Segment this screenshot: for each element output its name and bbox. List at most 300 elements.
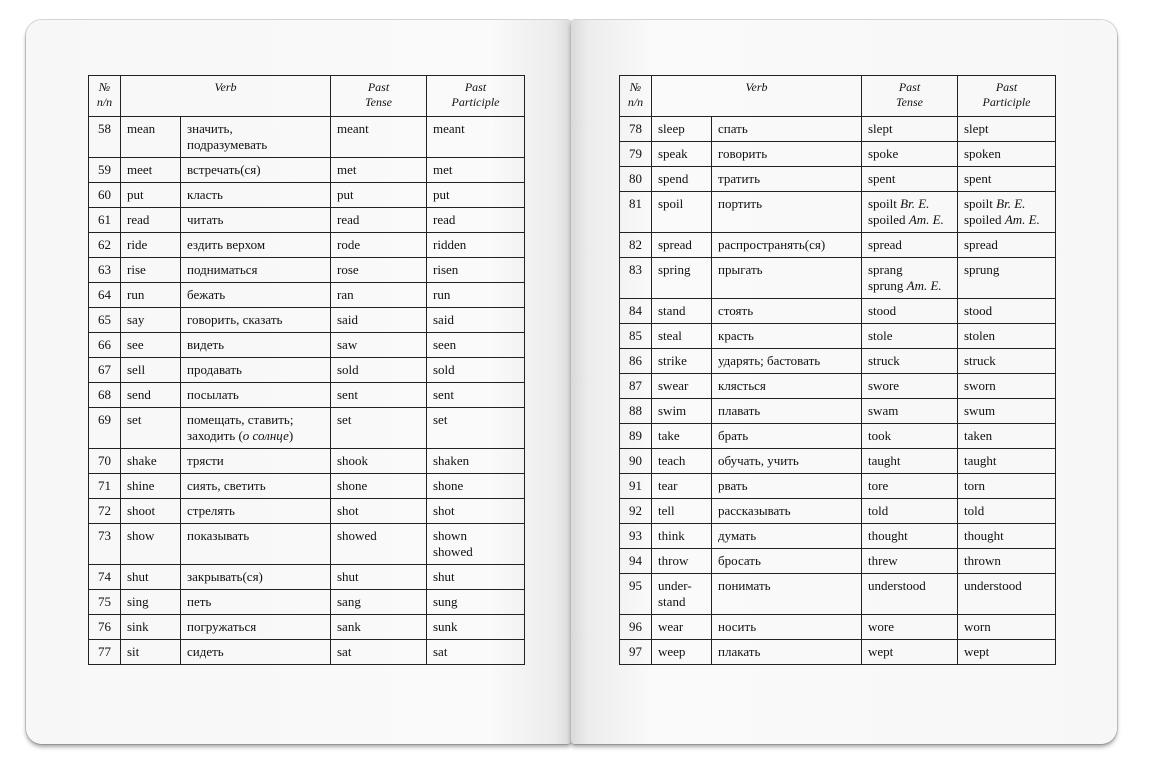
cell-text: seen bbox=[433, 337, 457, 352]
past-participle-cell bbox=[427, 565, 525, 590]
verb-cell bbox=[652, 167, 712, 192]
table-row bbox=[620, 192, 1056, 233]
cell-text: стрелять bbox=[187, 503, 235, 518]
cell-text: meant bbox=[337, 121, 369, 136]
verb-cell bbox=[652, 299, 712, 324]
verb-cell bbox=[652, 117, 712, 142]
translation-cell bbox=[181, 308, 331, 333]
row-number bbox=[620, 549, 652, 574]
cell-text: стоять bbox=[718, 303, 754, 318]
table-row bbox=[89, 499, 525, 524]
past-participle-cell bbox=[958, 117, 1056, 142]
cell-text: thrown bbox=[964, 553, 1001, 568]
cell-text: shut bbox=[433, 569, 455, 584]
past-participle-cell bbox=[427, 524, 525, 565]
verb-cell bbox=[652, 192, 712, 233]
cell-text: sat bbox=[337, 644, 352, 659]
cell-text: saw bbox=[337, 337, 358, 352]
past-participle-cell bbox=[427, 383, 525, 408]
cell-text: петь bbox=[187, 594, 212, 609]
cell-text: 59 bbox=[98, 162, 111, 177]
translation-cell bbox=[181, 117, 331, 158]
cell-text: rise bbox=[127, 262, 146, 277]
cell-text: shaken bbox=[433, 453, 470, 468]
cell-text: 64 bbox=[98, 287, 111, 302]
cell-text: 70 bbox=[98, 453, 111, 468]
row-number bbox=[89, 590, 121, 615]
translation-cell bbox=[181, 565, 331, 590]
table-row bbox=[89, 358, 525, 383]
row-number bbox=[620, 349, 652, 374]
cell-text: 62 bbox=[98, 237, 111, 252]
cell-text: shown bbox=[433, 528, 467, 543]
past-tense-cell bbox=[862, 424, 958, 449]
verb-cell bbox=[121, 358, 181, 383]
cell-text: take bbox=[658, 428, 680, 443]
past-tense-cell bbox=[862, 142, 958, 167]
cell-text: 94 bbox=[629, 553, 642, 568]
cell-text: ridden bbox=[433, 237, 467, 252]
cell-text: thought bbox=[964, 528, 1004, 543]
row-number bbox=[89, 158, 121, 183]
cell-text: 58 bbox=[98, 121, 111, 136]
translation-cell bbox=[181, 358, 331, 383]
table-row bbox=[89, 308, 525, 333]
cell-text: sent bbox=[337, 387, 358, 402]
verb-cell bbox=[121, 383, 181, 408]
past-tense-cell bbox=[862, 233, 958, 258]
cell-text: shot bbox=[433, 503, 455, 518]
cell-text: struck bbox=[868, 353, 900, 368]
cell-text: slept bbox=[868, 121, 893, 136]
row-number bbox=[89, 499, 121, 524]
cell-text: strike bbox=[658, 353, 687, 368]
table-row bbox=[89, 158, 525, 183]
cell-text: spread bbox=[964, 237, 998, 252]
past-participle-cell bbox=[427, 233, 525, 258]
translation-cell bbox=[181, 449, 331, 474]
past-participle-cell bbox=[427, 474, 525, 499]
past-tense-cell bbox=[862, 117, 958, 142]
cell-text: погружаться bbox=[187, 619, 257, 634]
cell-text: 74 bbox=[98, 569, 111, 584]
cell-text: 71 bbox=[98, 478, 111, 493]
cell-text: taken bbox=[964, 428, 993, 443]
translation-cell bbox=[712, 424, 862, 449]
table-row bbox=[620, 449, 1056, 474]
past-tense-cell bbox=[331, 258, 427, 283]
past-participle-cell bbox=[958, 233, 1056, 258]
verb-cell bbox=[652, 524, 712, 549]
past-tense-header: Past Tense bbox=[862, 76, 958, 117]
translation-cell bbox=[181, 233, 331, 258]
cell-text: shook bbox=[337, 453, 369, 468]
table-row bbox=[89, 117, 525, 158]
cell-text: set bbox=[337, 412, 352, 427]
cell-text: meet bbox=[127, 162, 153, 177]
cell-text: sprung bbox=[868, 278, 904, 293]
cell-text: shot bbox=[337, 503, 359, 518]
past-tense-cell bbox=[331, 358, 427, 383]
past-participle-cell bbox=[427, 258, 525, 283]
cell-text: shone bbox=[337, 478, 368, 493]
past-tense-cell bbox=[331, 117, 427, 158]
past-tense-cell bbox=[331, 640, 427, 665]
past-tense-cell bbox=[862, 615, 958, 640]
past-tense-cell bbox=[862, 499, 958, 524]
cell-text: обучать, учить bbox=[718, 453, 799, 468]
cell-text: speak bbox=[658, 146, 688, 161]
cell-text: slept bbox=[964, 121, 989, 136]
past-tense-cell bbox=[862, 374, 958, 399]
past-participle-cell bbox=[427, 158, 525, 183]
verb-cell bbox=[652, 424, 712, 449]
past-participle-cell bbox=[958, 499, 1056, 524]
past-participle-cell bbox=[958, 615, 1056, 640]
cell-text: плакать bbox=[718, 644, 761, 659]
past-tense-cell bbox=[862, 192, 958, 233]
cell-text: думать bbox=[718, 528, 757, 543]
past-participle-cell bbox=[958, 640, 1056, 665]
table-row bbox=[620, 424, 1056, 449]
past-tense-cell bbox=[331, 183, 427, 208]
cell-text: 67 bbox=[98, 362, 111, 377]
past-participle-cell bbox=[427, 283, 525, 308]
translation-cell bbox=[712, 117, 862, 142]
cell-text: спать bbox=[718, 121, 748, 136]
table-row bbox=[620, 474, 1056, 499]
cell-text: показывать bbox=[187, 528, 250, 543]
past-tense-cell bbox=[862, 399, 958, 424]
cell-text: met bbox=[433, 162, 453, 177]
translation-cell bbox=[712, 258, 862, 299]
cell-text: wear bbox=[658, 619, 684, 634]
cell-text: ездить верхом bbox=[187, 237, 266, 252]
cell-text: 63 bbox=[98, 262, 111, 277]
cell-text: ударять; бастовать bbox=[718, 353, 821, 368]
row-number bbox=[89, 117, 121, 158]
verb-cell bbox=[652, 258, 712, 299]
cell-text: 81 bbox=[629, 196, 642, 211]
translation-cell bbox=[181, 183, 331, 208]
cell-text: говорить, сказать bbox=[187, 312, 283, 327]
cell-text: shone bbox=[433, 478, 464, 493]
past-tense-cell bbox=[862, 549, 958, 574]
cell-text: steal bbox=[658, 328, 682, 343]
translation-cell bbox=[712, 574, 862, 615]
verb-cell bbox=[121, 183, 181, 208]
usage-note: о солнце bbox=[242, 428, 289, 443]
cell-text: 85 bbox=[629, 328, 642, 343]
past-participle-cell bbox=[427, 117, 525, 158]
past-participle-cell bbox=[958, 299, 1056, 324]
cell-text: tell bbox=[658, 503, 675, 518]
row-number bbox=[89, 615, 121, 640]
row-number bbox=[620, 142, 652, 167]
cell-text: тратить bbox=[718, 171, 761, 186]
row-number bbox=[89, 258, 121, 283]
cell-text: stolen bbox=[964, 328, 996, 343]
cell-text: 60 bbox=[98, 187, 111, 202]
cell-text: stole bbox=[868, 328, 893, 343]
cell-text: носить bbox=[718, 619, 757, 634]
verb-cell bbox=[121, 158, 181, 183]
past-participle-cell bbox=[958, 399, 1056, 424]
past-participle-cell bbox=[427, 615, 525, 640]
past-participle-cell bbox=[958, 574, 1056, 615]
table-row bbox=[620, 233, 1056, 258]
cell-text: said bbox=[337, 312, 358, 327]
cell-text: show bbox=[127, 528, 155, 543]
row-number bbox=[620, 324, 652, 349]
cell-text: swum bbox=[964, 403, 996, 418]
cell-text: sang bbox=[337, 594, 361, 609]
cell-text: продавать bbox=[187, 362, 242, 377]
cell-text: said bbox=[433, 312, 454, 327]
cell-text: spring bbox=[658, 262, 691, 277]
cell-text: set bbox=[127, 412, 142, 427]
past-participle-header: Past Participle bbox=[958, 76, 1056, 117]
cell-text: tear bbox=[658, 478, 678, 493]
cell-text: stand bbox=[658, 594, 686, 609]
cell-text: run bbox=[127, 287, 145, 302]
verb-cell bbox=[652, 615, 712, 640]
cell-text: 78 bbox=[629, 121, 642, 136]
cell-text: understood bbox=[964, 578, 1022, 593]
table-row bbox=[89, 383, 525, 408]
table-row bbox=[89, 474, 525, 499]
past-participle-cell bbox=[427, 640, 525, 665]
cell-text: wept bbox=[868, 644, 894, 659]
row-number bbox=[89, 358, 121, 383]
cell-text: заходить ( bbox=[187, 428, 243, 443]
cell-text: read bbox=[127, 212, 150, 227]
cell-text: swore bbox=[868, 378, 900, 393]
table-row bbox=[620, 324, 1056, 349]
table-row bbox=[620, 374, 1056, 399]
cell-text: threw bbox=[868, 553, 898, 568]
translation-cell bbox=[181, 474, 331, 499]
verb-cell bbox=[652, 374, 712, 399]
past-participle-cell bbox=[958, 449, 1056, 474]
row-number bbox=[620, 374, 652, 399]
cell-text: spoken bbox=[964, 146, 1001, 161]
row-number bbox=[620, 424, 652, 449]
row-number bbox=[620, 574, 652, 615]
table-row bbox=[620, 524, 1056, 549]
past-tense-cell bbox=[331, 333, 427, 358]
cell-text: rose bbox=[337, 262, 359, 277]
cell-text: посылать bbox=[187, 387, 239, 402]
cell-text: put bbox=[127, 187, 144, 202]
cell-text: 80 bbox=[629, 171, 642, 186]
cell-text: 79 bbox=[629, 146, 642, 161]
verb-cell bbox=[652, 574, 712, 615]
past-participle-cell bbox=[958, 142, 1056, 167]
cell-text: stand bbox=[658, 303, 686, 318]
cell-text: wept bbox=[964, 644, 990, 659]
cell-text: weep bbox=[658, 644, 686, 659]
cell-text: плавать bbox=[718, 403, 761, 418]
cell-text: значить, bbox=[187, 121, 233, 136]
cell-text: spent bbox=[868, 171, 896, 186]
past-tense-cell bbox=[862, 640, 958, 665]
past-tense-cell bbox=[862, 258, 958, 299]
cell-text: meant bbox=[433, 121, 465, 136]
cell-text: подразумевать bbox=[187, 137, 268, 152]
past-tense-cell bbox=[331, 615, 427, 640]
translation-cell bbox=[181, 333, 331, 358]
cell-text: портить bbox=[718, 196, 763, 211]
translation-cell bbox=[181, 590, 331, 615]
past-tense-cell bbox=[862, 167, 958, 192]
row-number bbox=[620, 167, 652, 192]
cell-text: spent bbox=[964, 171, 992, 186]
cell-text: 84 bbox=[629, 303, 642, 318]
verb-table-left bbox=[88, 75, 525, 665]
verb-cell bbox=[652, 499, 712, 524]
verb-cell bbox=[652, 449, 712, 474]
cell-text: 72 bbox=[98, 503, 111, 518]
cell-text: throw bbox=[658, 553, 689, 568]
verb-cell bbox=[121, 408, 181, 449]
cell-text: sworn bbox=[964, 378, 996, 393]
cell-text: сидеть bbox=[187, 644, 224, 659]
cell-text: sunk bbox=[433, 619, 458, 634]
cell-text: think bbox=[658, 528, 685, 543]
past-participle-cell bbox=[958, 258, 1056, 299]
table-row bbox=[620, 349, 1056, 374]
past-participle-cell bbox=[427, 358, 525, 383]
cell-text: встречать(ся) bbox=[187, 162, 261, 177]
cell-text: swim bbox=[658, 403, 687, 418]
past-participle-cell bbox=[427, 333, 525, 358]
translation-cell bbox=[712, 142, 862, 167]
translation-cell bbox=[181, 640, 331, 665]
cell-text: ran bbox=[337, 287, 354, 302]
cell-text: sit bbox=[127, 644, 140, 659]
cell-text: shut bbox=[127, 569, 149, 584]
cell-text: 77 bbox=[98, 644, 111, 659]
cell-text: sung bbox=[433, 594, 458, 609]
past-participle-cell bbox=[427, 308, 525, 333]
past-participle-cell bbox=[958, 374, 1056, 399]
cell-text: понимать bbox=[718, 578, 771, 593]
translation-cell bbox=[712, 324, 862, 349]
cell-text: teach bbox=[658, 453, 686, 468]
table-row bbox=[620, 574, 1056, 615]
cell-text: бросать bbox=[718, 553, 761, 568]
past-participle-cell bbox=[427, 408, 525, 449]
table-row bbox=[620, 117, 1056, 142]
row-number bbox=[620, 399, 652, 424]
past-tense-cell bbox=[862, 574, 958, 615]
verb-table-right bbox=[619, 75, 1056, 665]
past-participle-cell bbox=[958, 324, 1056, 349]
past-tense-cell bbox=[862, 349, 958, 374]
past-tense-cell bbox=[331, 524, 427, 565]
cell-text: трясти bbox=[187, 453, 224, 468]
table-row bbox=[89, 590, 525, 615]
cell-text: spoke bbox=[868, 146, 899, 161]
verb-cell bbox=[121, 640, 181, 665]
cell-text: распространять(ся) bbox=[718, 237, 826, 252]
verb-cell bbox=[121, 117, 181, 158]
cell-text: say bbox=[127, 312, 145, 327]
cell-text: сиять, светить bbox=[187, 478, 266, 493]
verb-cell bbox=[121, 283, 181, 308]
cell-text: sold bbox=[337, 362, 359, 377]
cell-text: shine bbox=[127, 478, 155, 493]
cell-text: sink bbox=[127, 619, 149, 634]
verb-header: Verb bbox=[652, 76, 862, 117]
cell-text: рвать bbox=[718, 478, 748, 493]
cell-text: spoil bbox=[658, 196, 684, 211]
translation-cell bbox=[712, 524, 862, 549]
cell-text: took bbox=[868, 428, 892, 443]
cell-text: set bbox=[433, 412, 448, 427]
past-participle-header: Past Participle bbox=[427, 76, 525, 117]
cell-text: stood bbox=[868, 303, 897, 318]
cell-text: класть bbox=[187, 187, 223, 202]
table-row bbox=[89, 333, 525, 358]
cell-text: 89 bbox=[629, 428, 642, 443]
cell-text: видеть bbox=[187, 337, 225, 352]
table-row bbox=[620, 142, 1056, 167]
cell-text: 86 bbox=[629, 353, 642, 368]
row-number bbox=[620, 117, 652, 142]
cell-text: spread bbox=[868, 237, 902, 252]
cell-text: put bbox=[337, 187, 354, 202]
verb-header: Verb bbox=[121, 76, 331, 117]
row-number bbox=[89, 524, 121, 565]
cell-text: бежать bbox=[187, 287, 226, 302]
cell-text: ) bbox=[288, 428, 294, 443]
past-participle-cell bbox=[958, 349, 1056, 374]
cell-text: shoot bbox=[127, 503, 156, 518]
translation-cell bbox=[181, 615, 331, 640]
verb-cell bbox=[652, 474, 712, 499]
past-participle-cell bbox=[958, 549, 1056, 574]
row-number bbox=[89, 565, 121, 590]
translation-cell bbox=[181, 499, 331, 524]
table-row bbox=[89, 233, 525, 258]
cell-text: подниматься bbox=[187, 262, 258, 277]
cell-text: sell bbox=[127, 362, 146, 377]
verb-cell bbox=[121, 565, 181, 590]
cell-text: 91 bbox=[629, 478, 642, 493]
translation-cell bbox=[181, 158, 331, 183]
translation-cell bbox=[181, 408, 331, 449]
translation-cell bbox=[712, 374, 862, 399]
cell-text: красть bbox=[718, 328, 754, 343]
past-tense-cell bbox=[331, 158, 427, 183]
row-number bbox=[620, 192, 652, 233]
cell-text: помещать, ставить; bbox=[187, 412, 294, 427]
table-row bbox=[89, 615, 525, 640]
verb-cell bbox=[121, 499, 181, 524]
cell-text: 68 bbox=[98, 387, 111, 402]
cell-text: swear bbox=[658, 378, 689, 393]
table-row bbox=[89, 283, 525, 308]
verb-cell bbox=[121, 524, 181, 565]
row-number bbox=[89, 208, 121, 233]
cell-text: 75 bbox=[98, 594, 111, 609]
row-number bbox=[89, 308, 121, 333]
cell-text: run bbox=[433, 287, 451, 302]
row-number bbox=[620, 524, 652, 549]
cell-text: put bbox=[433, 187, 450, 202]
